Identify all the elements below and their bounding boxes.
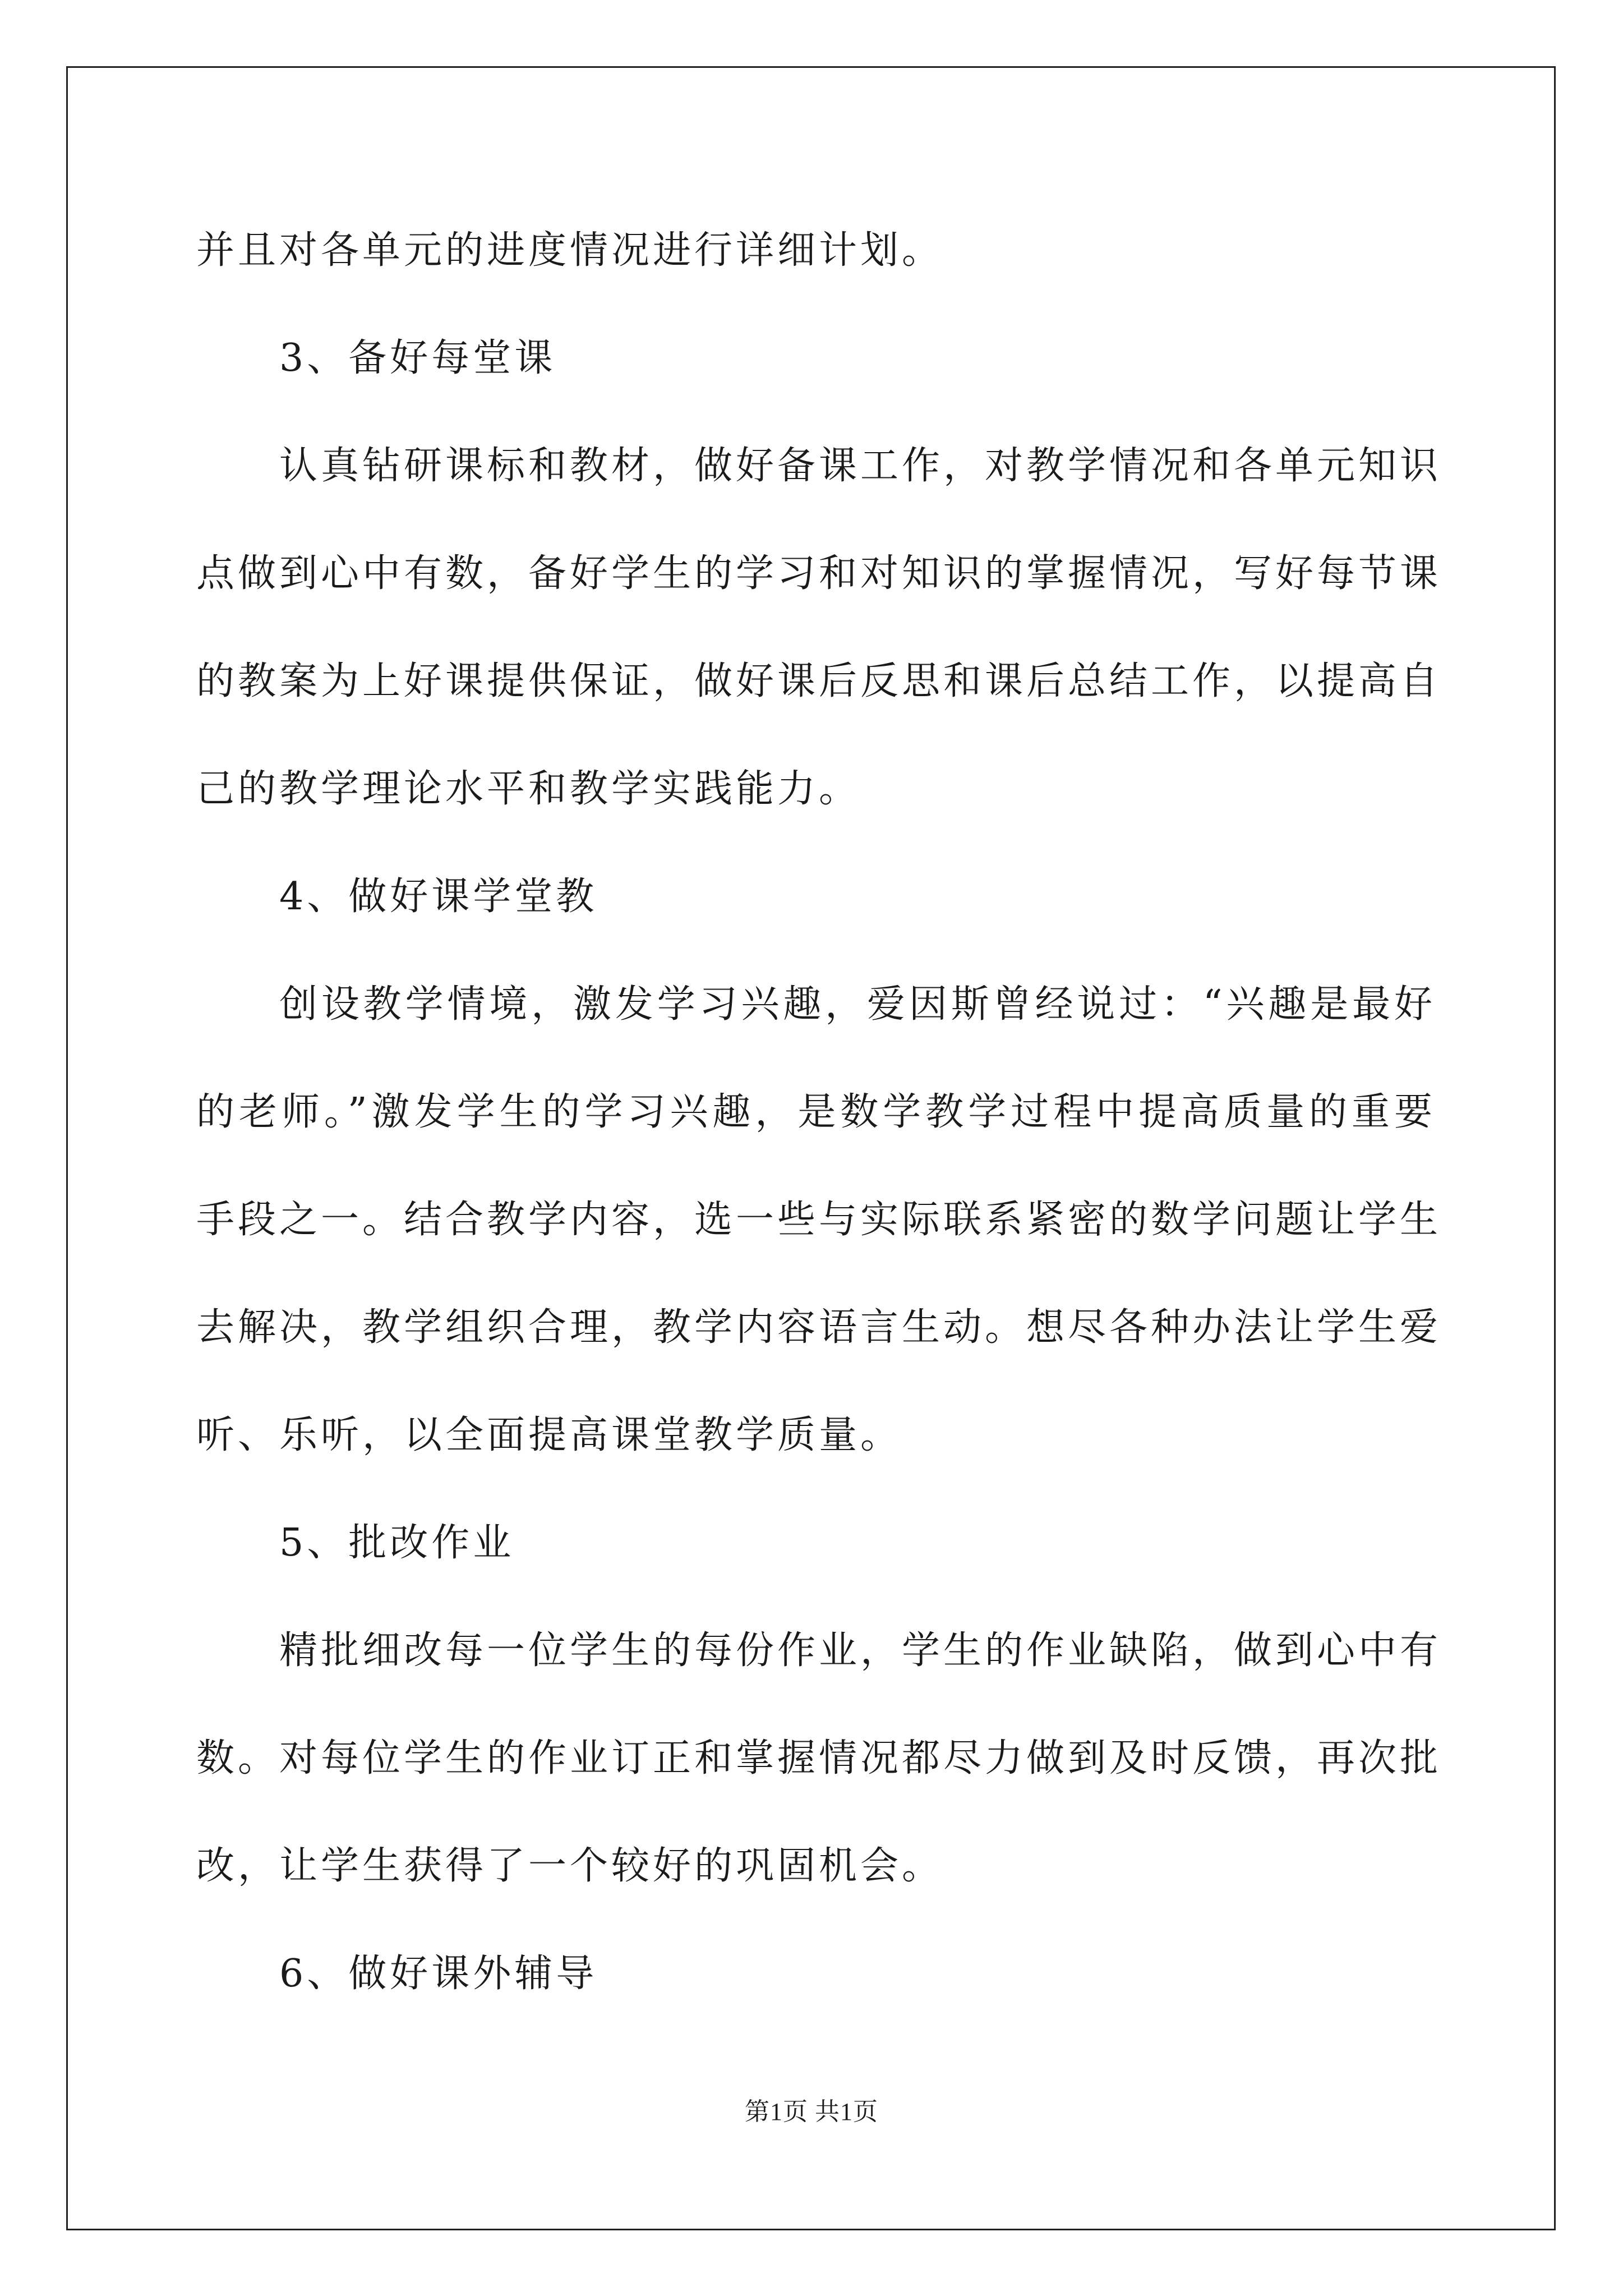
section-heading: 5、批改作业 xyxy=(279,1521,515,1565)
paragraph-line: 创设教学情境，激发学习兴趣，爱因斯曾经说过：“兴趣是最好 xyxy=(279,982,1436,1027)
section-heading: 6、做好课外辅导 xyxy=(279,1952,598,1996)
paragraph-line: 的教案为上好课提供保证，做好课后反思和课后总结工作，以提高自 xyxy=(196,659,1442,703)
paragraph-line: 的老师。”激发学生的学习兴趣，是数学教学过程中提高质量的重要 xyxy=(196,1090,1436,1134)
paragraph-line: 手段之一。结合教学内容，选一些与实际联系紧密的数学问题让学生 xyxy=(196,1198,1442,1242)
paragraph-line: 认真钻研课标和教材，做好备课工作，对教学情况和各单元知识 xyxy=(279,444,1442,488)
paragraph-line: 点做到心中有数，备好学生的学习和对知识的掌握情况，写好每节课 xyxy=(196,551,1442,596)
section-heading: 4、做好课学堂教 xyxy=(279,875,598,919)
paragraph-line: 并且对各单元的进度情况进行详细计划。 xyxy=(196,228,944,273)
paragraph-line: 改，让学生获得了一个较好的巩固机会。 xyxy=(196,1844,944,1888)
paragraph-line: 数。对每位学生的作业订正和掌握情况都尽力做到及时反馈，再次批 xyxy=(196,1736,1442,1780)
section-heading: 3、备好每堂课 xyxy=(279,336,556,380)
paragraph-line: 己的教学理论水平和教学实践能力。 xyxy=(196,767,861,811)
paragraph-line: 听、乐听，以全面提高课堂教学质量。 xyxy=(196,1413,902,1457)
paragraph-line: 去解决，教学组织合理，教学内容语言生动。想尽各种办法让学生爱 xyxy=(196,1305,1442,1350)
paragraph-line: 精批细改每一位学生的每份作业，学生的作业缺陷，做到心中有 xyxy=(279,1628,1442,1673)
page-footer: 第1页 共1页 xyxy=(745,2098,878,2125)
